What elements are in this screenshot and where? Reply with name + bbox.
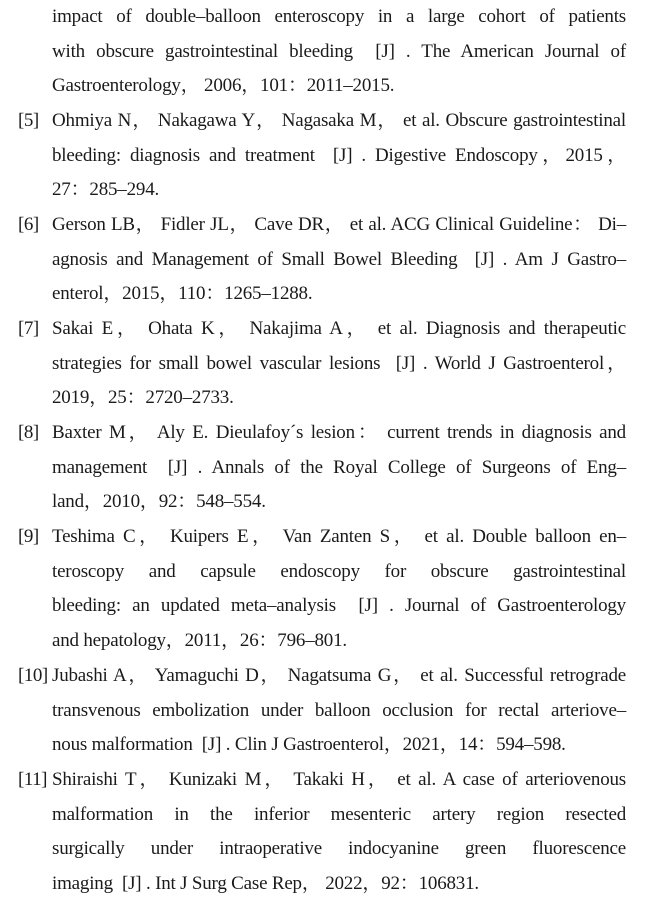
reference-text-line: surgically under intraoperative indocyanine green fluorescence bbox=[52, 838, 626, 860]
reference-number: [7] bbox=[18, 318, 39, 339]
reference-text-line: bleeding: an updated meta–analysis [J] . Journal of Gastroenterology bbox=[52, 595, 626, 617]
reference-number: [5] bbox=[18, 110, 39, 131]
reference-number: [9] bbox=[18, 526, 39, 547]
reference-text-line: Jubashi A， Yamaguchi D， Nagatsuma G， et al. Successful retrograde bbox=[52, 665, 626, 686]
reference-number: [6] bbox=[18, 214, 39, 235]
reference-number: [11] bbox=[18, 769, 47, 790]
reference-text-line: 27：285–294. bbox=[52, 179, 160, 201]
reference-text-line: Baxter M， Aly E. Dieulafoy´s lesion： current trends in diagnosis and bbox=[52, 422, 626, 443]
reference-number: [8] bbox=[18, 422, 39, 443]
reference-text-line: Gastroenterology， 2006，101：2011–2015. bbox=[52, 75, 395, 97]
reference-text-line: and hepatology，2011，26：796–801. bbox=[52, 630, 347, 652]
reference-text-line: nous malformation [J] . Clin J Gastroenterol，2021，14：594–598. bbox=[52, 734, 566, 756]
reference-text-line: agnosis and Management of Small Bowel Bleeding [J] . Am J Gastro– bbox=[52, 248, 626, 270]
reference-text-line: Sakai E， Ohata K， Nakajima A， et al. Diagnosis and therapeutic bbox=[52, 318, 626, 339]
reference-text-line: malformation in the inferior mesenteric artery region resected bbox=[52, 803, 626, 825]
reference-text-line: transvenous embolization under balloon occlusion for rectal arteriove– bbox=[52, 699, 626, 721]
reference-text-line: 2019，25：2720–2733. bbox=[52, 387, 234, 409]
reference-number: [10] bbox=[18, 665, 48, 686]
reference-text-line: with obscure gastrointestinal bleeding [J] . The American Journal of bbox=[52, 40, 626, 62]
reference-text-line: bleeding: diagnosis and treatment [J] . Digestive Endoscopy，2015， bbox=[52, 144, 626, 166]
reference-text-line: management [J] . Annals of the Royal College of Surgeons of Eng– bbox=[52, 456, 626, 478]
reference-text-line: enterol，2015，110：1265–1288. bbox=[52, 283, 313, 305]
reference-text-line: Shiraishi T， Kunizaki M， Takaki H， et al. A case of arteriovenous bbox=[52, 769, 626, 790]
reference-text-line: imaging [J] . Int J Surg Case Rep， 2022，92：106831. bbox=[52, 873, 479, 895]
reference-text-line: Gerson LB， Fidler JL， Cave DR， et al. ACG Clinical Guideline： Di– bbox=[52, 214, 626, 235]
reference-text-line: land，2010，92：548–554. bbox=[52, 491, 266, 513]
reference-text-line: impact of double–balloon enteroscopy in a large cohort of patients bbox=[52, 6, 626, 27]
reference-text-line: Teshima C， Kuipers E， Van Zanten S， et al. Double balloon en– bbox=[52, 526, 626, 547]
reference-text-line: Ohmiya N， Nakagawa Y， Nagasaka M， et al. Obscure gastrointestinal bbox=[52, 110, 626, 131]
reference-text-line: strategies for small bowel vascular lesions [J] . World J Gastroenterol， bbox=[52, 352, 626, 374]
reference-text-line: teroscopy and capsule endoscopy for obscure gastrointestinal bbox=[52, 560, 626, 582]
